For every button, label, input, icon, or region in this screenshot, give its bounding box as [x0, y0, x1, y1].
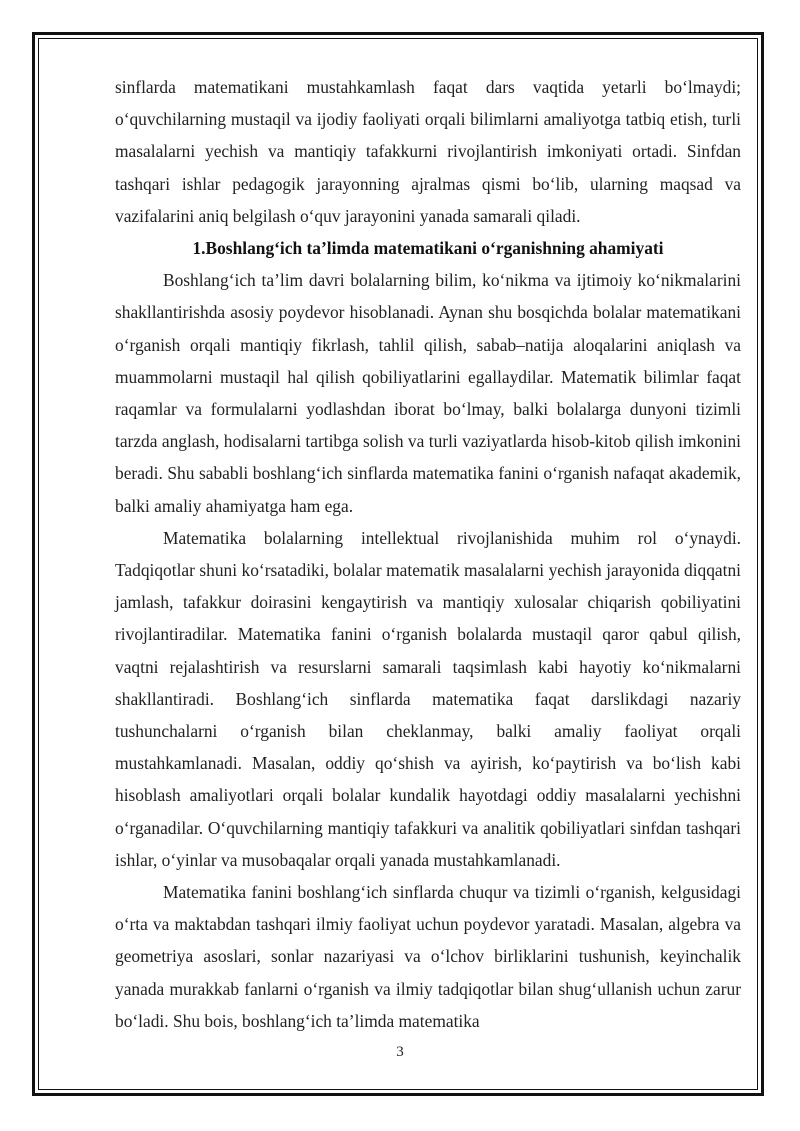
page-number: 3 [396, 1044, 404, 1060]
paragraph-2: Matematika bolalarning intellektual rivojlanishida muhim rol o‘ynaydi. Tadqiqotlar shuni ko‘rsatadiki, bolalar matematik masalalarni yechish jarayonida diqqatni jamlash, tafakkur doirasini kengaytirish va mantiqiy xulosalar chiqarish qobiliyatini rivojlantiradilar. Matematika fanini o‘rganish bolalarda mustaqil qaror qabul qilish, vaqtni rejalashtirish va resurslarni samarali taqsimlash kabi hayotiy ko‘nikmalarni shakllantiradi. Boshlang‘ich sinflarda matematika faqat darslikdagi nazariy tushunchalarni o‘rganish bilan cheklanmay, balki amaliy faoliyat orqali mustahkamlanadi. Masalan, oddiy qo‘shish va ayirish, ko‘paytirish va bo‘lish kabi hisoblash amaliyotlari orqali bolalar kundalik hayotdagi oddiy masalalarni yechishni o‘rganadilar. O‘quvchilarning mantiqiy tafakkuri va analitik qobiliyatlari sinfdan tashqari ishlar, o‘yinlar va musobaqalar orqali yanada mustahkamlanadi. [115, 527, 741, 870]
continued-paragraph: sinflarda matematikani mustahkamlash faqat dars vaqtida yetarli bo‘lmaydi; o‘quvchilarning mustaqil va ijodiy faoliyati orqali bilimlarni amaliyotga tatbiq etish, turli masalalarni yechish va mantiqiy tafakkurni rivojlantirish imkoniyati ortadi. Sinfdan tashqari ishlar pedagogik jarayonning ajralmas qismi bo‘lib, ularning maqsad va vazifalarini aniq belgilash o‘quv jarayonini yanada samarali qiladi. [115, 77, 741, 226]
document-body [115, 71, 741, 1037]
section-heading: 1.Boshlang‘ich ta’limda matematikani o‘rganishning ahamiyati [192, 238, 664, 259]
paragraph-3: Matematika fanini boshlang‘ich sinflarda chuqur va tizimli o‘rganish, kelgusidagi o‘rta va maktabdan tashqari ilmiy faoliyat uchun poydevor yaratadi. Masalan, algebra va geometriya asoslari, sonlar nazariyasi va o‘lchov birliklarini tushunish, keyinchalik yanada murakkab fanlarni o‘rganish va ilmiy tadqiqotlar bilan shug‘ullanish uchun zarur bo‘ladi. Shu bois, boshlang‘ich ta’limda matematika [115, 882, 741, 1031]
paragraph-1: Boshlang‘ich ta’lim davri bolalarning bilim, ko‘nikma va ijtimoiy ko‘nikmalarini shakllantirishda asosiy poydevor hisoblanadi. Aynan shu bosqichda bolalar matematikani o‘rganish orqali mantiqiy fikrlash, tahlil qilish, sabab–natija aloqalarini aniqlash va muammolarni mustaqil hal qilish qobiliyatlarini egallaydilar. Matematik bilimlar faqat raqamlar va formulalarni yodlashdan iborat bo‘lmay, balki bolalarga dunyoni tizimli tarzda anglash, hodisalarni tartibga solish va turli vaziyatlarda hisob-kitob qilish imkonini beradi. Shu sababli boshlang‘ich sinflarda matematika fanini o‘rganish nafaqat akademik, balki amaliy ahamiyatga ham ega. [115, 270, 741, 516]
